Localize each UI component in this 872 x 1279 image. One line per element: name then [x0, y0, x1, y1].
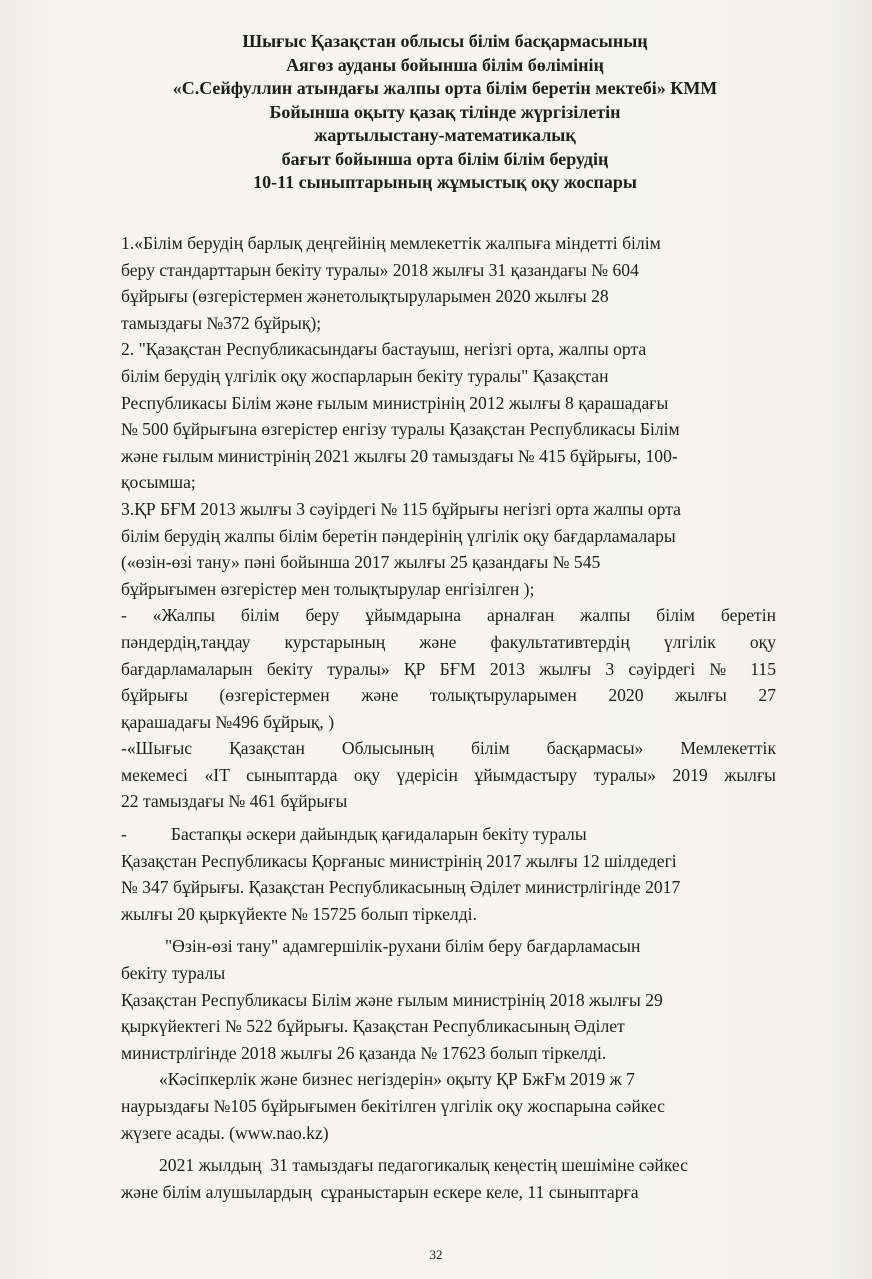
title-line: Аягөз ауданы бойынша білім бөлімінің — [286, 54, 604, 75]
paragraph-programs — [121, 496, 776, 602]
text-line: 2. "Қазақстан Республикасындағы бастауыш, негізгі орта, жалпы орта — [121, 339, 647, 360]
text-line: қарашадағы №496 бұйрық, ) — [121, 711, 335, 732]
paragraph-military — [121, 821, 776, 927]
text-line: білім берудің жалпы білім беретін пәндерінің үлгілік оқу бағдарламалары — [121, 525, 676, 546]
text-line: жүзеге асады. (www.nao.kz) — [121, 1122, 329, 1143]
text-line: беру стандарттарын бекіту туралы» 2018 жылғы 31 қазандағы № 604 — [121, 259, 639, 280]
text-line: пәндердің,таңдау курстарының және факультативтердің үлгілік оқу — [121, 631, 776, 652]
text-line: -«Шығыс Қазақстан Облысының білім басқармасы» Мемлекеттік — [121, 738, 776, 759]
paragraph-electives — [121, 602, 776, 735]
text-line: «Кәсіпкерлік және бизнес негіздерін» оқыту ҚР БжҒм 2019 ж 7 — [159, 1069, 635, 1090]
title-line: Шығыс Қазақстан облысы білім басқармасының — [242, 31, 648, 51]
text-line: бұйрығымен өзгерістер мен толықтырулар енгізілген ); — [121, 578, 535, 599]
text-line: қыркүйектегі № 522 бұйрығы. Қазақстан Республикасының Әділет — [121, 1016, 625, 1037]
title-line: жартылыстану-математикалық — [314, 125, 576, 145]
text-line: білім берудің үлгілік оқу жоспарларын бекіту туралы" Қазақстан — [121, 365, 609, 386]
paragraph-self-knowledge — [121, 933, 776, 1066]
document-body — [121, 230, 776, 1205]
paragraph-entrepreneurship — [121, 1066, 776, 1146]
text-line: Қазақстан Республикасы Білім және ғылым министрінің 2018 жылғы 29 — [121, 989, 663, 1010]
page-number: 32 — [429, 1247, 443, 1262]
text-line: наурыздағы №105 бұйрығымен бекітілген үлгілік оқу жоспарына сәйкес — [121, 1096, 665, 1116]
text-line: бағдарламаларын бекіту туралы» ҚР БҒМ 2013 жылғы 3 сәуірдегі № 115 — [121, 658, 776, 679]
text-line: мекемесі «IT сыныптарда оқу үдерісін ұйымдастыру туралы» 2019 жылғы — [121, 764, 776, 785]
text-line: және ғылым министрінің 2021 жылғы 20 тамыздағы № 415 бұйрығы, 100- — [121, 445, 678, 466]
document-title — [100, 30, 790, 195]
text-line: бұйрығы (өзгерістермен жәнетолықтыруларымен 2020 жылғы 28 — [121, 286, 609, 307]
text-line: Қазақстан Республикасы Қорғаныс министрінің 2017 жылғы 12 шілдедегі — [121, 850, 677, 871]
paragraph-it-classes — [121, 735, 776, 815]
text-line: бекіту туралы — [121, 963, 226, 984]
paragraph-standards — [121, 230, 776, 336]
text-line: министрлігінде 2018 жылғы 26 қазанда № 17623 болып тіркелді. — [121, 1042, 607, 1063]
title-line: бағыт бойынша орта білім білім берудің — [281, 148, 609, 169]
paragraph-curricula — [121, 336, 776, 496]
text-line: («өзін-өзі тану» пәні бойынша 2017 жылғы 25 қазандағы № 545 — [121, 552, 601, 573]
text-line: № 500 бұйрығына өзгерістер енгізу туралы Қазақстан Республикасы Білім — [121, 419, 680, 440]
text-line: 3.ҚР БҒМ 2013 жылғы 3 сәуірдегі № 115 бұйрығы негізгі орта жалпы орта — [121, 498, 681, 519]
text-line: және білім алушылардың сұраныстарын ескере келе, 11 сыныптарға — [121, 1181, 639, 1202]
text-line: 22 тамыздағы № 461 бұйрығы — [121, 791, 348, 812]
text-line: - Бастапқы әскери дайындық қағидаларын бекіту туралы — [121, 824, 587, 845]
text-line: 1.«Білім берудің барлық деңгейінің мемлекеттік жалпыға міндетті білім — [121, 233, 661, 253]
text-line: бұйрығы (өзгерістермен және толықтыруларымен 2020 жылғы 27 — [121, 685, 776, 706]
text-line: - «Жалпы білім беру ұйымдарына арналған жалпы білім беретін — [121, 605, 776, 626]
title-line: Бойынша оқыту қазақ тілінде жүргізілетін — [269, 101, 621, 122]
title-line: 10-11 сыныптарының жұмыстық оқу жоспары — [253, 172, 637, 192]
text-line: 2021 жылдың 31 тамыздағы педагогикалық кеңестің шешіміне сәйкес — [159, 1155, 688, 1176]
text-line: Республикасы Білім және ғылым министрінің 2012 жылғы 8 қарашадағы — [121, 392, 669, 413]
paragraph-council-decision — [121, 1152, 776, 1205]
text-line: қосымша; — [121, 472, 196, 493]
text-line: тамыздағы №372 бұйрық); — [121, 312, 322, 333]
text-line: № 347 бұйрығы. Қазақстан Республикасының Әділет министрлігінде 2017 — [121, 877, 681, 898]
title-line: «С.Сейфуллин атындағы жалпы орта білім беретін мектебі» КММ — [172, 78, 718, 98]
text-line: "Өзін-өзі тану" адамгершілік-рухани білім беру бағдарламасын — [165, 936, 641, 957]
text-line: жылғы 20 қыркүйекте № 15725 болып тіркелді. — [121, 903, 477, 924]
